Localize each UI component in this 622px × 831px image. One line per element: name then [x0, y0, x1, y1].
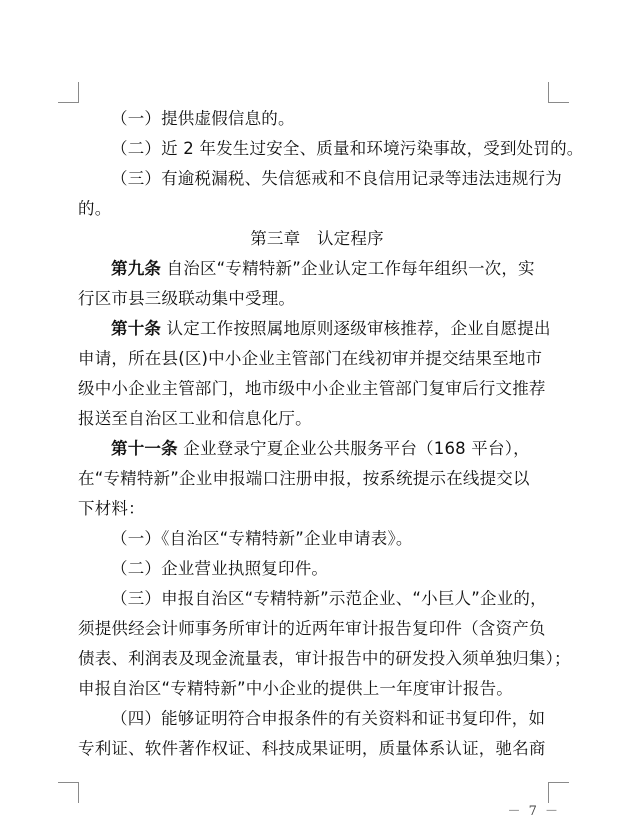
line-text: （一）提供虚假信息的。	[111, 109, 295, 128]
line-text: 企业登录宁夏企业公共服务平台（168 平台），	[177, 439, 530, 458]
crop-mark-bottom-left	[58, 782, 79, 803]
text-line	[78, 494, 556, 524]
line-text: （三）申报自治区“专精特新”示范企业、“小巨人”企业的，	[111, 589, 547, 608]
line-text: 认定工作按照属地原则逐级审核推荐，企业自愿提出	[161, 319, 551, 338]
text-line	[78, 704, 556, 734]
line-text: 在“专精特新”企业申报端口注册申报，按系统提示在线提交以	[78, 469, 530, 488]
text-line	[78, 464, 556, 494]
text-line	[78, 614, 556, 644]
text-line	[78, 554, 556, 584]
crop-mark-top-left	[58, 82, 79, 103]
text-line	[78, 524, 556, 554]
line-text: 债表、利润表及现金流量表，审计报告中的研发投入须单独归集）；	[78, 649, 571, 668]
chapter-heading	[78, 224, 556, 254]
text-line	[78, 104, 556, 134]
line-text: 须提供经会计师事务所审计的近两年审计报告复印件（含资产负	[78, 619, 546, 638]
line-text: （二）近 2 年发生过安全、质量和环境污染事故，受到处罚的。	[111, 139, 584, 158]
article-number: 第九条	[111, 259, 162, 278]
line-text: （三）有逾税漏税、失信惩戒和不良信用记录等违法违规行为	[111, 169, 562, 188]
text-line	[78, 194, 556, 224]
text-line	[78, 374, 556, 404]
line-text: 申请，所在县(区)中小企业主管部门在线初审并提交结果至地市	[78, 349, 543, 368]
line-text: 的。	[78, 199, 112, 218]
line-text: 行区市县三级联动集中受理。	[78, 289, 296, 308]
text-line	[78, 254, 556, 284]
text-line	[78, 164, 562, 194]
text-line	[78, 674, 556, 704]
line-text: 报送至自治区工业和信息化厅。	[78, 409, 312, 428]
crop-mark-top-right	[548, 82, 569, 103]
text-line	[78, 644, 571, 674]
article-number: 第十条	[111, 319, 162, 338]
line-text: （一）《自治区“专精特新”企业申请表》。	[111, 529, 413, 548]
line-text: 第三章 认定程序	[250, 229, 384, 248]
text-line	[78, 344, 556, 374]
line-text: 申报自治区“专精特新”中小企业的提供上一年度审计报告。	[78, 679, 513, 698]
text-line	[78, 434, 556, 464]
document-body	[78, 104, 584, 764]
line-text: 下材料：	[78, 499, 145, 518]
line-text: （二）企业营业执照复印件。	[111, 559, 329, 578]
text-line	[78, 134, 584, 164]
line-text: 自治区“专精特新”企业认定工作每年组织一次，实	[161, 259, 535, 278]
text-line	[78, 584, 556, 614]
text-line	[78, 404, 556, 434]
text-line	[78, 284, 556, 314]
page-number: － 7 －	[507, 804, 560, 819]
text-line	[78, 734, 556, 764]
line-text: （四）能够证明符合申报条件的有关资料和证书复印件，如	[111, 709, 546, 728]
text-line	[78, 314, 556, 344]
line-text: 专利证、软件著作权证、科技成果证明，质量体系认证，驰名商	[78, 739, 546, 758]
article-number: 第十一条	[111, 439, 178, 458]
line-text: 级中小企业主管部门，地市级中小企业主管部门复审后行文推荐	[78, 379, 546, 398]
